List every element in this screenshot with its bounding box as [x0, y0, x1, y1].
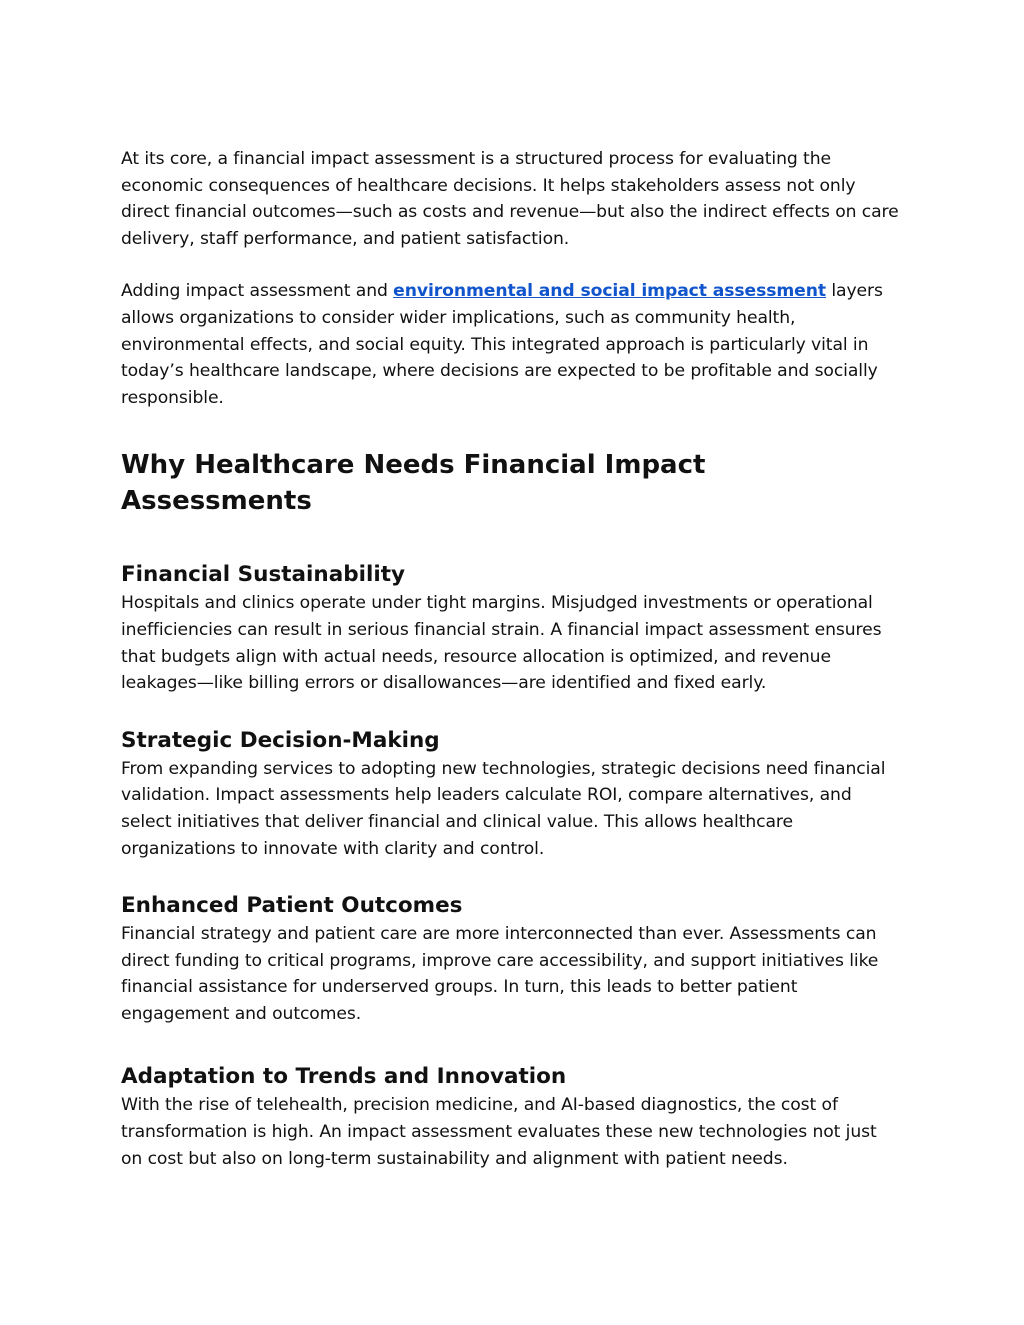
esia-link[interactable]: environmental and social impact assessment — [393, 281, 826, 302]
section-heading: Strategic Decision-Making — [121, 727, 440, 753]
section-heading: Adaptation to Trends and Innovation — [121, 1064, 567, 1090]
section-heading: Financial Sustainability — [121, 562, 406, 588]
paragraph-text-after-link: layers allows organizations to consider wider implications, such as community health, environmental effects, and social equity. This integrated approach is particularly vital in today’s healthcare landscape, where decisions are expected to be profitable and socially responsible. — [121, 281, 883, 408]
intro-paragraph: At its core, a financial impact assessment is a structured process for evaluating the economic consequences of healthcare decisions. It helps stakeholders assess not only direct financial outcomes—such as costs and revenue—but also the indirect effects on care delivery, staff performance, and patient satisfaction. — [121, 149, 899, 249]
section-body: Hospitals and clinics operate under tight margins. Misjudged investments or operational inefficiencies can result in serious financial strain. A financial impact assessment ensures that budgets align with actual needs, resource allocation is optimized, and revenue leakages—like billing errors or disallowances—are identified and fixed early. — [121, 593, 882, 694]
section-body: With the rise of telehealth, precision medicine, and AI-based diagnostics, the cost of transformation is high. An impact assessment evaluates these new technologies not just on cost but also on long-term sustainability and alignment with patient needs. — [121, 1095, 877, 1169]
main-heading: Why Healthcare Needs Financial Impact Assessments — [121, 450, 706, 517]
section-body: Financial strategy and patient care are more interconnected than ever. Assessments can direct funding to critical programs, improve care accessibility, and support initiatives like financial assistance for underserved groups. In turn, this leads to better patient engagement and outcomes. — [121, 924, 879, 1024]
section-financial-sustainability — [121, 561, 901, 696]
integration-paragraph — [121, 278, 901, 411]
section-body: From expanding services to adopting new technologies, strategic decisions need financial validation. Impact assessments help leaders calculate ROI, compare alternatives, and select initiatives that deliver financial and clinical value. This allows healthcare organizations to innovate with clarity and control. — [121, 758, 886, 859]
section-heading: Enhanced Patient Outcomes — [121, 893, 463, 919]
document-page — [121, 146, 901, 1202]
section-adaptation-trends-innovation — [121, 1063, 901, 1172]
section-enhanced-patient-outcomes — [121, 892, 901, 1027]
paragraph-text-before-link: Adding impact assessment and — [121, 281, 394, 302]
section-strategic-decision-making — [121, 727, 901, 862]
